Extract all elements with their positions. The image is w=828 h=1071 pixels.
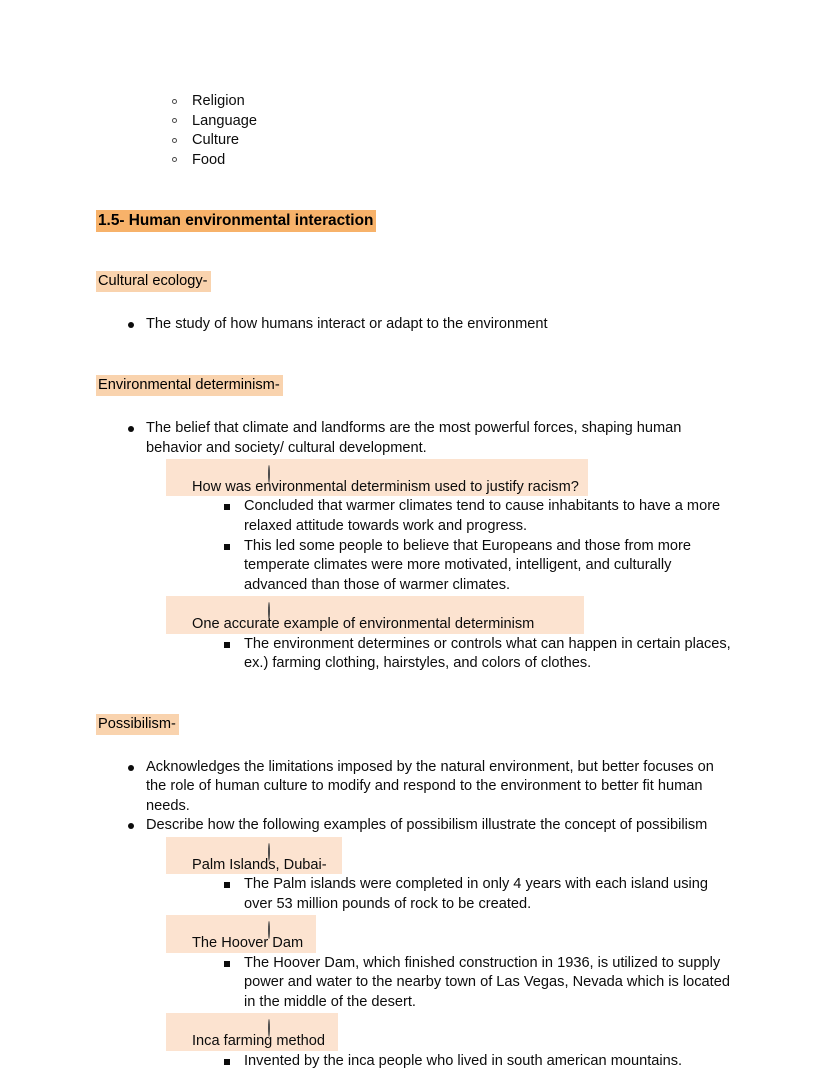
- list-item-label: Inca farming method: [192, 1033, 326, 1049]
- disc-bullet-icon: [128, 322, 134, 328]
- list-item: [96, 1052, 736, 1071]
- square-bullet-icon: [224, 642, 230, 648]
- list-item-label: Culture: [192, 132, 240, 149]
- list-item-label: This led some people to believe that Europeans and those from more temperate climates were more motivated, intelligent, and culturally advanced than those of warmer climates.: [244, 537, 691, 593]
- list-item: [96, 635, 736, 674]
- inca-farming-subbullet: [96, 1012, 736, 1051]
- possibilism-bullets: [96, 758, 736, 836]
- list-item-label: The Hoover Dam, which finished construction in 1936, is utilized to supply power and water to the nearby town of Las Vegas, Nevada which is located in the middle of the desert.: [244, 954, 730, 1010]
- list-item-highlighted: [96, 836, 736, 875]
- term-heading-label: Possibilism-: [96, 714, 179, 735]
- determinism-example-subbullets: [96, 595, 736, 634]
- list-item-highlighted: [96, 914, 736, 953]
- square-bullet-icon: [224, 544, 230, 550]
- term-heading-cultural-ecology: [96, 271, 736, 291]
- list-item: [96, 419, 736, 458]
- list-item-label: Palm Islands, Dubai-: [192, 856, 327, 873]
- list-item-label: The Hoover Dam: [192, 935, 304, 952]
- list-item-label: Concluded that warmer climates tend to cause inhabitants to have a more relaxed attitude towards work and progress.: [244, 498, 721, 534]
- spacer: [96, 291, 736, 315]
- list-item-highlighted: [96, 1012, 736, 1051]
- circle-bullet-icon: [172, 118, 177, 123]
- list-item-label: How was environmental determinism used to justify racism?: [192, 478, 579, 495]
- inca-farming-details: [96, 1052, 736, 1071]
- spacer: [96, 395, 736, 419]
- list-item-label: The environment determines or controls what can happen in certain places, ex.) farming clothing, hairstyles, and colors of clothes.: [244, 635, 731, 672]
- determinism-racism-details: [96, 497, 736, 595]
- spacer: [96, 674, 736, 714]
- list-item: [96, 537, 736, 596]
- cultural-ecology-bullets: [96, 315, 736, 335]
- disc-bullet-icon: [128, 426, 134, 432]
- disc-bullet-icon: [128, 823, 134, 829]
- hoover-dam-subbullet: [96, 914, 736, 953]
- list-item: [96, 131, 736, 151]
- environmental-determinism-bullets: [96, 419, 736, 458]
- list-item-label: Acknowledges the limitations imposed by the natural environment, but better focuses on the role of human culture to modify and respond to the environment to better fit human needs.: [146, 758, 714, 814]
- document-content: [96, 92, 736, 1071]
- list-item: [96, 816, 736, 836]
- list-item-label: The belief that climate and landforms are the most powerful forces, shaping human behavior and society/ cultural development.: [146, 419, 682, 456]
- top-continuation-list: [96, 92, 736, 170]
- spacer: [96, 170, 736, 210]
- list-item-label: One accurate example of environmental determinism: [192, 615, 535, 632]
- spacer: [96, 734, 736, 758]
- square-bullet-icon: [224, 961, 230, 967]
- list-item: [96, 92, 736, 112]
- term-heading-possibilism: [96, 714, 736, 734]
- circle-bullet-icon: [172, 138, 177, 143]
- list-item: [96, 112, 736, 132]
- list-item: [96, 151, 736, 171]
- determinism-example-details: [96, 635, 736, 674]
- list-item-label: Food: [192, 151, 226, 168]
- list-item: [96, 758, 736, 817]
- term-heading-label: Cultural ecology-: [96, 271, 211, 292]
- palm-islands-details: [96, 875, 736, 914]
- list-item: [96, 875, 736, 914]
- term-heading-environmental-determinism: [96, 375, 736, 395]
- square-bullet-icon: [224, 882, 230, 888]
- circle-bullet-icon: [172, 157, 177, 162]
- spacer: [96, 335, 736, 375]
- list-item-highlighted: [96, 458, 736, 497]
- list-item: [96, 315, 736, 335]
- environmental-determinism-subbullets: [96, 458, 736, 497]
- circle-bullet-icon: [172, 99, 177, 104]
- term-heading-label: Environmental determinism-: [96, 375, 283, 396]
- list-item-label: Describe how the following examples of possibilism illustrate the concept of possibilism: [146, 817, 708, 834]
- list-item: [96, 954, 736, 1013]
- palm-islands-subbullet: [96, 836, 736, 875]
- hoover-dam-details: [96, 954, 736, 1013]
- list-item-highlighted: [96, 595, 736, 634]
- list-item-label: Language: [192, 112, 257, 129]
- disc-bullet-icon: [128, 765, 134, 771]
- square-bullet-icon: [224, 504, 230, 510]
- spacer: [96, 231, 736, 271]
- list-item-label: The study of how humans interact or adapt to the environment: [146, 316, 548, 333]
- list-item: [96, 497, 736, 536]
- section-title-label: 1.5- Human environmental interaction: [96, 210, 376, 232]
- list-item-label: The Palm islands were completed in only 4 years with each island using over 53 million pounds of rock to be created.: [244, 876, 708, 912]
- square-bullet-icon: [224, 1059, 230, 1065]
- list-item-label: Invented by the inca people who lived in south american mountains.: [244, 1052, 683, 1069]
- section-title: [96, 210, 736, 231]
- list-item-label: Religion: [192, 93, 245, 109]
